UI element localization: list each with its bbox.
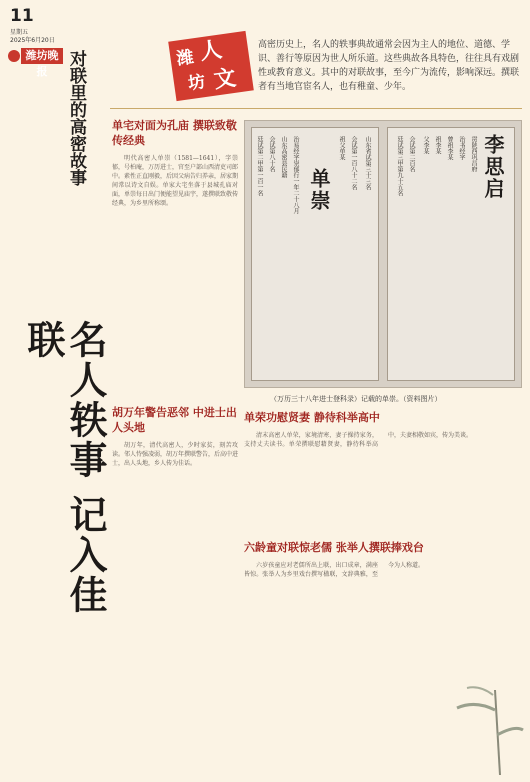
photo-right-line-4: 祖李某: [434, 136, 441, 154]
section-3-title: 单荣功慰贤妻 静待科举高中: [244, 411, 380, 424]
photo-right-line-7: 廷试第三甲第九十五名: [396, 136, 403, 196]
photo-right-line-6: 会试第二百名: [408, 136, 415, 172]
photo-left-line-4: 治易经字崇郁行一年二十八月: [292, 136, 299, 214]
photo-left-line-2: 会试第一百八十二名: [350, 136, 357, 190]
photo-right-line-1: 贯陕西巩昌府: [470, 136, 477, 172]
photo-left-line-6: 会试第八十名: [268, 136, 275, 172]
section-3: [244, 410, 522, 531]
column-badge: [168, 31, 254, 101]
brand-logo-icon: [8, 50, 20, 62]
badge-char-2: 人: [198, 36, 224, 66]
section-2-body: 胡万年，清代高密人，少时家贫，刻苦攻读。邻人恃强凌弱，胡万年撰联警告，后高中进士，出人头地，乡人传为佳话。: [112, 442, 238, 467]
weekday: 星期五: [10, 29, 29, 36]
photo-left-line-1: 山东省试第三十三名: [364, 136, 371, 190]
section-1: [112, 118, 238, 374]
archive-photo: [244, 120, 522, 388]
photo-left-line-3: 祖父单某: [338, 136, 345, 160]
photo-right-page: [387, 127, 515, 381]
badge-char-4: 文: [212, 64, 238, 94]
issue-date: 2025年6月20日: [10, 37, 55, 44]
section-2: [112, 405, 238, 601]
photo-left-line-7: 廷试第二甲第一百一名: [256, 136, 263, 196]
photo-left-page: [251, 127, 379, 381]
section-4-title: 六龄童对联惊老儒 张举人撰联捧戏台: [244, 541, 424, 554]
photo-right-line-5: 父李某: [422, 136, 429, 154]
photo-left-line-5: 山东高密县民籍: [280, 136, 287, 178]
section-3-body: 清末高密人单荣，家境清寒，妻子操持家务，支持丈夫读书。单荣撰联慰藉贤妻，静待科举高中，夫妻相敬如宾，传为美谈。: [244, 432, 473, 448]
section-4-body: 六岁孩童应对老儒所出上联，出口成章，满座皆惊。张举人为乡里戏台撰写楹联，文辞典雅，至今为人称道。: [244, 562, 425, 578]
photo-right-line-2: 治书经字: [458, 136, 465, 160]
photo-caption: （万历三十八年进士登科录）记载的单崇。（资料图片）: [270, 395, 442, 403]
photo-right-big-name: 李思启: [481, 134, 505, 200]
intro-text: 高密历史上，名人的轶事典故通常会因为主人的地位、道德、学识、善行等原因为世人所乐道。这些典故各具特色，往往具有戏剧性或教育意义。其中的对联故事，至今广为流传，影响深远。撰联者有当地官宦名人，也有稚童、少年。: [258, 40, 520, 92]
section-1-body: 明代高密人单崇（1581—1641），字崇郁，号柏庵，万历进士，官至户部山西清吏司郎中。素性正直刚毅，后因父病告归养亲，居家期间常以诗文自娱。单家大宅坐落于县城孔庙对面，单崇每日出门便能望见庙宇，遂撰联致敬传经典，为乡里所称颂。: [112, 155, 238, 207]
badge-char-1: 潍: [175, 47, 196, 70]
ink-bamboo-illustration: [445, 680, 525, 775]
series-title: 对联里的高密故事: [66, 50, 86, 186]
badge-char-3: 坊: [186, 72, 207, 95]
section-2-title: 胡万年警告恶邻 中进士出人头地: [112, 406, 237, 434]
photo-left-big-name: 单崇: [307, 168, 331, 212]
divider: [110, 108, 522, 109]
feature-title: 名人轶事 记入佳联: [21, 320, 107, 616]
photo-right-line-3: 曾祖李某: [446, 136, 453, 160]
page-number: 11: [10, 6, 34, 26]
brand-name: 潍坊晚报: [21, 48, 63, 64]
section-1-title: 单宅对面为孔庙 撰联致敬传经典: [112, 119, 237, 147]
